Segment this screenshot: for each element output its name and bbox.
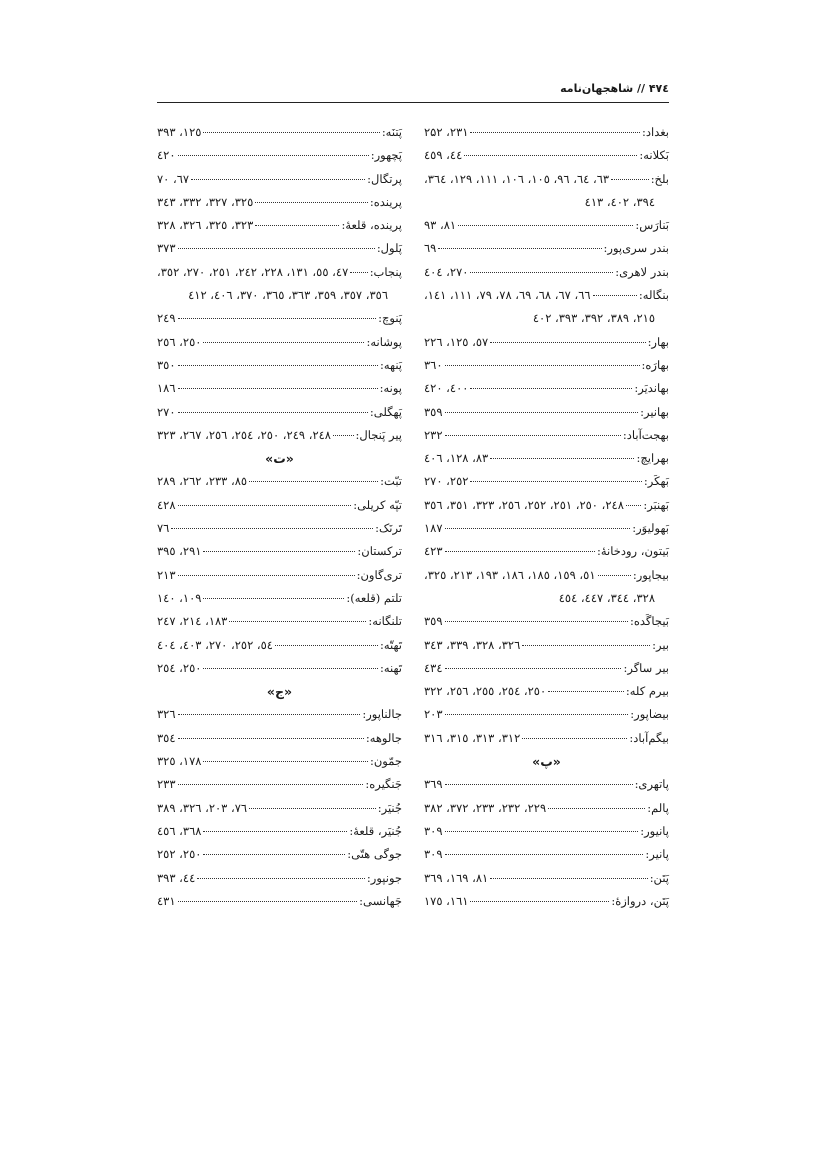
- dot-leader: [178, 784, 364, 785]
- index-term: جَهانسی:: [359, 893, 402, 908]
- dot-leader: [470, 272, 613, 273]
- page-header: [157, 78, 669, 103]
- dot-leader: [203, 551, 355, 552]
- index-term: بندر سری‌پور:: [603, 241, 669, 256]
- dot-leader: [445, 621, 628, 622]
- running-header-title: ۴۷٤ // شاهجهان‌نامه: [560, 82, 669, 95]
- index-term: تلتم (قلعه):: [346, 590, 402, 605]
- index-term: تَهنه:: [379, 660, 402, 675]
- index-entry: [424, 331, 669, 354]
- dot-leader: [445, 551, 595, 552]
- dot-leader: [249, 808, 376, 809]
- index-entry: [424, 540, 669, 563]
- page-numbers: ٢٣٢: [424, 427, 443, 442]
- dot-leader: [445, 831, 639, 832]
- dot-leader: [203, 831, 347, 832]
- index-entry: [157, 191, 402, 214]
- page-numbers: ٦٣، ٦٤، ٩٦، ١٠٥، ١٠٦، ١١١، ١٢٩، ٣٦٤،: [424, 171, 610, 186]
- dot-leader: [470, 481, 641, 482]
- page-numbers: ٣٠٩: [424, 823, 443, 838]
- index-entry: [424, 401, 669, 424]
- page-numbers-continuation: ٣٢٨، ٣٤٤، ٤٤٧، ٤٥٤: [558, 590, 655, 605]
- page-numbers: ٥٧، ١٢٥، ٢٢٦: [424, 334, 489, 349]
- dot-leader: [178, 318, 377, 319]
- dot-leader: [178, 505, 352, 506]
- dot-leader: [445, 714, 629, 715]
- index-term: پیر پَنجال:: [355, 427, 402, 442]
- dot-leader: [350, 272, 367, 273]
- index-term: پرینده:: [369, 194, 402, 209]
- index-term: بهاندیَر:: [634, 381, 669, 396]
- index-entry: [424, 354, 669, 377]
- page-numbers: ٣٥٩: [424, 614, 443, 629]
- index-term: جمّون:: [369, 754, 402, 769]
- index-entry: [157, 564, 402, 587]
- dot-leader: [178, 412, 368, 413]
- page-numbers: ٤٤، ٤٥٩: [424, 148, 463, 163]
- section-letter-heading: «ت»: [265, 451, 294, 467]
- index-entry: [424, 657, 669, 680]
- dot-leader: [490, 878, 648, 879]
- dot-leader: [178, 575, 355, 576]
- dot-leader: [445, 854, 644, 855]
- index-term: جَنگیره:: [365, 777, 402, 792]
- page-numbers: ١٧٨، ٣٢٥: [157, 754, 202, 769]
- page-numbers: ٧٦، ٢٠٣، ٣٢٦، ٣٨٩: [157, 800, 248, 815]
- page-numbers: ٤٤، ٣٩٣: [157, 870, 196, 885]
- page-numbers-continuation: ٣٩٤، ٤٠٢، ٤١٣: [584, 194, 655, 209]
- index-entry: [157, 517, 402, 540]
- index-entry: [157, 890, 402, 913]
- index-entry: [157, 540, 402, 563]
- page-numbers: ٦٩: [424, 241, 437, 256]
- index-entry: [424, 284, 669, 307]
- dot-leader: [548, 808, 645, 809]
- index-term: بیضاپور:: [630, 707, 669, 722]
- index-entry: [424, 214, 669, 237]
- index-entry: [157, 657, 402, 680]
- page-numbers: ٢٧٠، ٤٠٤: [424, 264, 469, 279]
- dot-leader: [178, 365, 378, 366]
- index-term: بَکلانه:: [639, 148, 669, 163]
- index-entry: [424, 564, 669, 587]
- page-numbers: ٤٢٠: [157, 148, 176, 163]
- dot-leader: [178, 714, 361, 715]
- index-entry: [424, 168, 669, 191]
- index-term: بیر:: [652, 637, 669, 652]
- dot-leader: [178, 901, 358, 902]
- index-term: بندر لاهری:: [615, 264, 669, 279]
- index-entry: [157, 703, 402, 726]
- page-numbers: ٣٦٨، ٤٥٦: [157, 823, 202, 838]
- dot-leader: [203, 132, 379, 133]
- page-numbers: ٢٤٩: [157, 311, 176, 326]
- dot-leader: [470, 388, 632, 389]
- page-numbers-continuation: ٣٥٦، ٣٥٧، ٣٥٩، ٣٦٣، ٣٦٥، ٣٧٠، ٤٠٦، ٤١٢: [188, 288, 388, 303]
- index-term: پانیر:: [645, 847, 669, 862]
- dot-leader: [548, 691, 624, 692]
- index-entry: [157, 144, 402, 167]
- index-entry: [424, 890, 669, 913]
- page-numbers: ٤٣٤: [424, 660, 443, 675]
- index-term: پَچهور:: [370, 148, 402, 163]
- page-numbers: ۲۳۱، ۲۵۲: [424, 125, 469, 139]
- index-entry: [157, 307, 402, 330]
- page-numbers: ٤٧، ٥٥، ١٣١، ٢٢٨، ٢٤٢، ٢٥١، ٢٧٠، ٣٥٢،: [157, 264, 349, 279]
- dot-leader: [203, 342, 364, 343]
- index-entry: [157, 820, 402, 843]
- index-term: بَهنبَر:: [643, 497, 669, 512]
- page-numbers: ٣٥٩: [424, 404, 443, 419]
- page-numbers: ٦٦، ٦٧، ٦٨، ٦٩، ٧٨، ٧٩، ١١١، ١٤١،: [424, 288, 591, 303]
- dot-leader: [464, 155, 637, 156]
- page-numbers-continuation: ٢١٥، ٣٨٩، ٣٩٢، ٣٩٣، ٤٠٢: [532, 311, 655, 326]
- index-term: پرینده، قلعۀ:: [341, 218, 402, 233]
- index-term: بهجت‌آباد:: [622, 427, 669, 442]
- index-term: پَتنَه:: [381, 125, 402, 139]
- index-term: پَتَن، دروازۀ:: [611, 893, 669, 908]
- index-entry: [157, 377, 402, 400]
- dot-leader: [490, 458, 634, 459]
- index-term: تَرنَک:: [375, 521, 402, 536]
- index-term: بیر ساگر:: [623, 660, 669, 675]
- index-entry: [157, 610, 402, 633]
- index-entry: [424, 144, 669, 167]
- page-numbers: ٨٥، ٢٣٣، ٢٦٢، ٢٨٩: [157, 474, 248, 489]
- index-entry: [157, 727, 402, 750]
- dot-leader: [203, 854, 345, 855]
- dot-leader: [249, 481, 378, 482]
- dot-leader: [522, 738, 627, 739]
- index-entry: [424, 470, 669, 493]
- index-entry: [424, 773, 669, 796]
- dot-leader: [593, 295, 637, 296]
- page-numbers: ٨١، ١٦٩، ٣٦٩: [424, 870, 489, 885]
- dot-leader: [203, 598, 344, 599]
- page-numbers: ٥١، ١٥٩، ١٨٥، ١٨٦، ١٩٣، ٢١٣، ٣٢٥،: [424, 567, 596, 582]
- index-entry: [424, 121, 669, 144]
- index-term: بنگاله:: [638, 288, 669, 303]
- dot-leader: [171, 528, 373, 529]
- index-entry: [424, 377, 669, 400]
- index-term: پالم:: [647, 800, 669, 815]
- index-entry: [424, 797, 669, 820]
- page-numbers: ٣٦٩: [424, 777, 443, 792]
- index-entry: [157, 843, 402, 866]
- index-term: پَتَن:: [649, 870, 669, 885]
- dot-leader: [275, 645, 378, 646]
- index-term: جُنیَر:: [377, 800, 402, 815]
- index-term: پَلول:: [376, 241, 402, 256]
- page-numbers: ٧٦: [157, 521, 170, 536]
- index-entry: [424, 261, 669, 284]
- page-numbers: ٨١، ٩٣: [424, 218, 457, 233]
- page-numbers: ٢٥٠، ٢٥٤: [157, 660, 202, 675]
- index-column-left: [157, 121, 402, 913]
- page-numbers: ٣١٢، ٣١٣، ٣١٥، ٣١٦: [424, 730, 521, 745]
- index-term: بَیجاگَده:: [629, 614, 669, 629]
- index-entry: [424, 703, 669, 726]
- page-numbers: ٢٤٨، ٢٥٠، ٢٥١، ٢٥٢، ٢٥٦، ٣٢٣، ٣٥١، ٣٥٦: [424, 497, 624, 512]
- page-numbers: ١٠٩، ١٤٠: [157, 590, 202, 605]
- dot-leader: [598, 575, 631, 576]
- index-term: جُنیَر، قلعۀ:: [349, 823, 402, 838]
- index-entry: [424, 494, 669, 517]
- page-numbers: ٢٢٩، ٢٣٢، ٢٣٣، ٣٧٢، ٣٨٢: [424, 800, 547, 815]
- index-term: تری‌گاون:: [356, 567, 402, 582]
- index-entry: [424, 424, 669, 447]
- index-entry: [157, 214, 402, 237]
- index-term: جالوهه:: [365, 730, 402, 745]
- page-numbers: ٨٣، ١٢٨، ٤٠٦: [424, 451, 489, 466]
- dot-leader: [470, 901, 609, 902]
- index-term: تپّه کریلی:: [353, 497, 402, 512]
- index-entry: [157, 867, 402, 890]
- index-term: پنجاب:: [369, 264, 402, 279]
- index-term: پَنهه:: [379, 357, 402, 372]
- index-term: بَهولیوَر:: [632, 521, 669, 536]
- index-entry: [157, 354, 402, 377]
- index-entry: [424, 610, 669, 633]
- dot-leader: [178, 738, 364, 739]
- index-term: بیگم‌آباد:: [629, 730, 669, 745]
- index-entry: [157, 168, 402, 191]
- index-entry: [157, 331, 402, 354]
- page-numbers: ٢٤٨، ٢٤٩، ٢٥٠، ٢٥٤، ٢٥٦، ٢٦٧، ٣٢٣: [157, 427, 331, 442]
- page-numbers: ٣٠٩: [424, 847, 443, 862]
- index-entry: [424, 680, 669, 703]
- index-term: بَیتون، رودخانۀ:: [597, 544, 669, 559]
- index-column-right: [424, 121, 669, 913]
- page-numbers: ٢٣٣: [157, 777, 176, 792]
- index-entry: [157, 424, 402, 447]
- index-term: بیرم کله:: [625, 684, 669, 699]
- page-numbers: ٣٥٠: [157, 357, 176, 372]
- dot-leader: [522, 645, 650, 646]
- index-term: پانیور:: [640, 823, 669, 838]
- page-numbers: ٢٥٠، ٢٥٢: [157, 847, 202, 862]
- page-numbers: ٢٥٠، ٢٥٦: [157, 334, 202, 349]
- index-term: بَنارَس:: [635, 218, 669, 233]
- dot-leader: [458, 225, 633, 226]
- index-term: بهانیر:: [640, 404, 669, 419]
- dot-leader: [445, 412, 639, 413]
- dot-leader: [203, 668, 378, 669]
- index-entry: [424, 727, 669, 750]
- index-entry: [157, 237, 402, 260]
- index-term: بیجاپور:: [632, 567, 669, 582]
- dot-leader: [178, 248, 375, 249]
- page-numbers: ٤٣١: [157, 893, 176, 908]
- index-term: تَهتّه:: [379, 637, 402, 652]
- dot-leader: [333, 435, 354, 436]
- dot-leader: [445, 435, 621, 436]
- index-entry: [424, 820, 669, 843]
- index-entry: [157, 401, 402, 424]
- page-numbers: ١٨٧: [424, 521, 443, 536]
- index-term: تبّت:: [380, 474, 402, 489]
- page-numbers: ٣٧٣: [157, 241, 176, 256]
- page-numbers: ٢٠٣: [424, 707, 443, 722]
- index-entry: [424, 634, 669, 657]
- page-numbers: ٢٧٠: [157, 404, 176, 419]
- page-numbers: ١٨٣، ٢١٤، ٢٤٧: [157, 614, 228, 629]
- dot-leader: [611, 179, 649, 180]
- index-term: پَنوچ:: [378, 311, 402, 326]
- index-term: بَهکَر:: [643, 474, 669, 489]
- dot-leader: [203, 761, 368, 762]
- index-term: بلخ:: [650, 171, 669, 186]
- index-entry: [157, 261, 402, 284]
- index-entry: [157, 121, 402, 144]
- index-term: بهارَه:: [641, 357, 669, 372]
- page-numbers: ١٦١، ١٧٥: [424, 893, 469, 908]
- section-letter-heading: «ج»: [266, 684, 293, 700]
- page-numbers: ٦٧، ٧٠: [157, 171, 190, 186]
- index-term: پَهگلی:: [369, 404, 402, 419]
- page-numbers: ٣٦٠: [424, 357, 443, 372]
- page-numbers: ٤٠٠، ٤٢٠: [424, 381, 469, 396]
- index-entry: [157, 773, 402, 796]
- index-entry: [157, 750, 402, 773]
- index-term: جونپور:: [366, 870, 402, 885]
- section-letter-heading: «پ»: [532, 754, 561, 770]
- dot-leader: [490, 342, 645, 343]
- dot-leader: [626, 505, 641, 506]
- page-numbers: ٣٢٥، ٣٢٧، ٣٣٢، ٣٤٣: [157, 194, 254, 209]
- index-entry: [157, 587, 402, 610]
- index-entry: [424, 447, 669, 470]
- dot-leader: [229, 621, 366, 622]
- dot-leader: [445, 528, 631, 529]
- index-term: ترکستان:: [357, 544, 402, 559]
- dot-leader: [197, 878, 365, 879]
- dot-leader: [178, 388, 378, 389]
- page-numbers: ٣٢٦: [157, 707, 176, 722]
- dot-leader: [255, 202, 368, 203]
- page-numbers: ٤٢٨: [157, 497, 176, 512]
- dot-leader: [255, 225, 339, 226]
- index-term: پونه:: [379, 381, 402, 396]
- index-term: بهرایچ:: [636, 451, 669, 466]
- index-entry: [157, 470, 402, 493]
- index-term: پاتهری:: [634, 777, 669, 792]
- index-entry: [157, 797, 402, 820]
- index-entry: [424, 517, 669, 540]
- dot-leader: [445, 365, 640, 366]
- index-term: بغداد:: [642, 125, 669, 139]
- index-term: جالناپور:: [362, 707, 402, 722]
- dot-leader: [445, 668, 622, 669]
- index-entry: [157, 494, 402, 517]
- page-numbers: ٣٢٦، ٣٢٨، ٣٣٩، ٣٤٣: [424, 637, 521, 652]
- index-entry: [424, 237, 669, 260]
- dot-leader: [470, 132, 640, 133]
- index-entry: [424, 867, 669, 890]
- index-term: پوشانه:: [366, 334, 402, 349]
- dot-leader: [191, 179, 365, 180]
- index-entry: [157, 634, 402, 657]
- index-term: پرتگال:: [367, 171, 402, 186]
- index-term: جوگی هتّی:: [347, 847, 402, 862]
- page-numbers: ٢٥٢، ٢٧٠: [424, 474, 469, 489]
- dot-leader: [438, 248, 601, 249]
- dot-leader: [178, 155, 369, 156]
- page-numbers: ٢٥٠، ٢٥٤، ٢٥٥، ٢٥٦، ٣٢٢: [424, 684, 547, 699]
- index-term: تلنگانه:: [368, 614, 402, 629]
- page-numbers: ٤٢٣: [424, 544, 443, 559]
- dot-leader: [445, 784, 633, 785]
- page-numbers: ٥٤، ٢٥٢، ٢٧٠، ٤٠٣، ٤٠٤: [157, 637, 273, 652]
- page-numbers: ٢٩١، ٣٩٥: [157, 544, 202, 559]
- page-numbers: ١٢٥، ٣٩٣: [157, 125, 202, 139]
- page-numbers: ٣٥٤: [157, 730, 176, 745]
- page-numbers: ١٨٦: [157, 381, 176, 396]
- index-entry: [424, 843, 669, 866]
- page-numbers: ٢١٣: [157, 567, 176, 582]
- index-term: بهار:: [647, 334, 669, 349]
- page-numbers: ٣٢٣، ٣٢٥، ٣٢٦، ٣٢٨: [157, 218, 254, 233]
